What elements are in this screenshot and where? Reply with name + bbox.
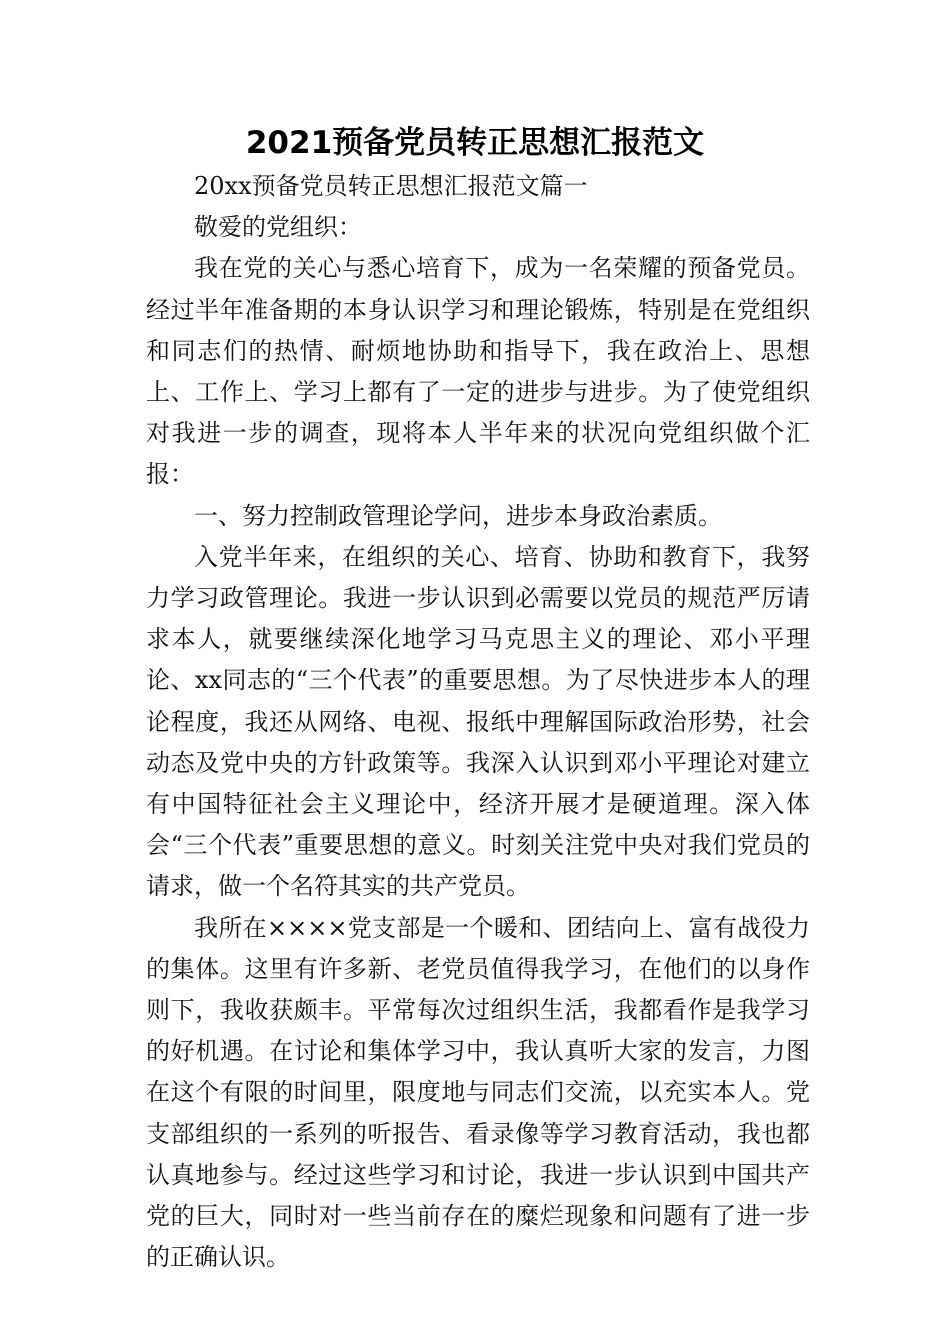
- subheading: 一、努力控制政管理论学问，进步本身政治素质。: [194, 501, 722, 530]
- paragraph: 入党半年来，在组织的关心、培育、协助和教育下，我努力学习政管理论。我进一步认识到必需要以党员的规范严厉请求本人，就要继续深化地学习马克思主义的理论、邓小平理论、xx同志的“三个代表”的重要思想。为了尽快进步本人的理论程度，我还从网络、电视、报纸中理解国际政治形势，社会动态及党中央的方针政策等。我深入认识到邓小平理论对建立有中国特征社会主义理论中，经济开展才是硬道理。深入体会“三个代表”重要思想的意义。时刻关注党中央对我们党员的请求，做一个名符其实的共产党员。: [146, 542, 810, 901]
- salutation: 敬爱的党组织：: [194, 213, 362, 242]
- section-heading: 20xx预备党员转正思想汇报范文篇一: [194, 172, 588, 200]
- document-title: 2021预备党员转正思想汇报范文: [245, 125, 705, 161]
- paragraph: 我在党的关心与悉心培育下，成为一名荣耀的预备党员。经过半年准备期的本身认识学习和理论锻炼，特别是在党组织和同志们的热情、耐烦地协助和指导下，我在政治上、思想上、工作上、学习上都有了一定的进步与进步。为了使党组织对我进一步的调查，现将本人半年来的状况向党组织做个汇报：: [146, 254, 810, 489]
- paragraph: 我所在××××党支部是一个暖和、团结向上、富有战役力的集体。这里有许多新、老党员值得我学习，在他们的以身作则下，我收获颇丰。平常每次过组织生活，我都看作是我学习的好机遇。在讨论和集体学习中，我认真听大家的发言，力图在这个有限的时间里，限度地与同志们交流，以充实本人。党支部组织的一系列的听报告、看录像等学习教育活动，我也都认真地参与。经过这些学习和讨论，我进一步认识到中国共产党的巨大，同时对一些当前存在的糜烂现象和问题有了进一步的正确认识。: [146, 913, 810, 1272]
- document-body: [146, 166, 810, 1278]
